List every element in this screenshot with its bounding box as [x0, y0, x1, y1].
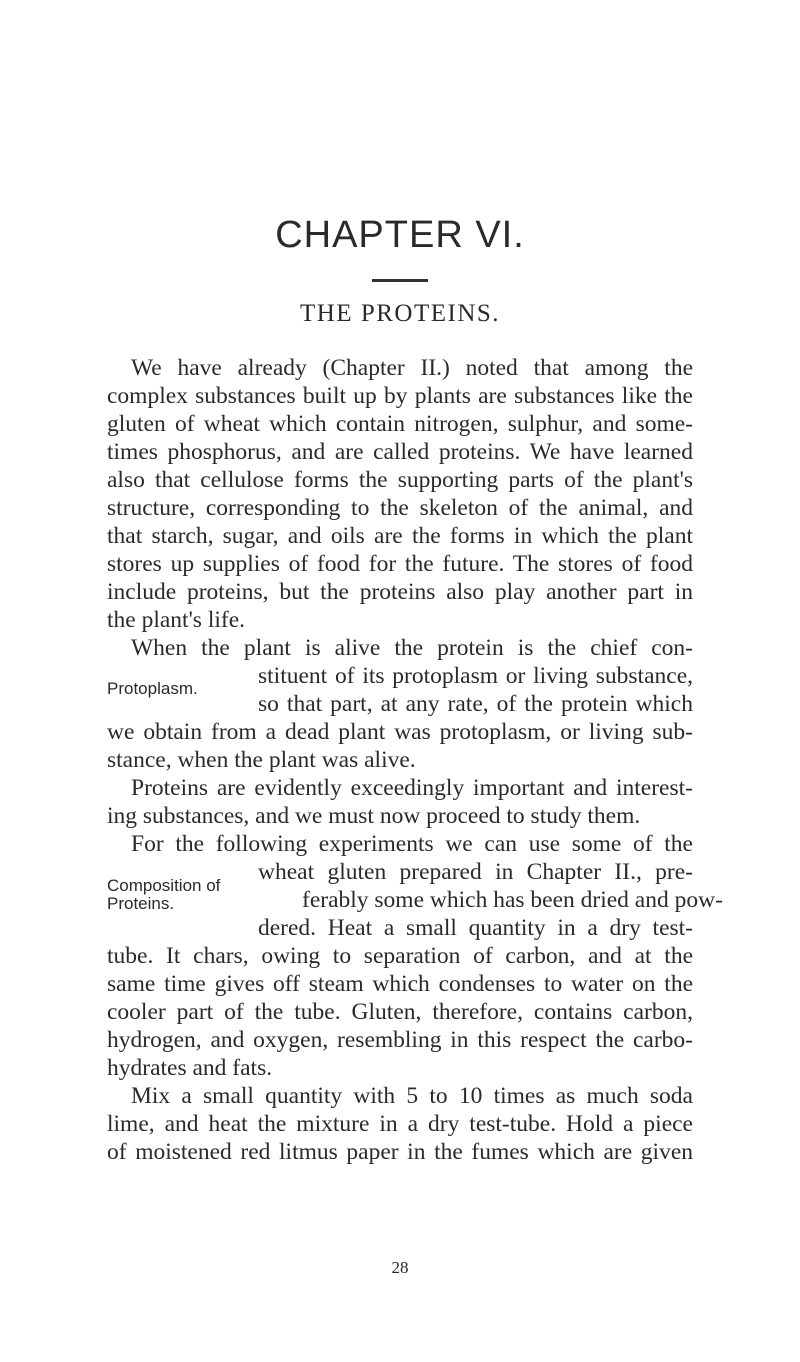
sidenote-protoplasm: Protoplasm.: [107, 679, 198, 698]
text-line: complex substances built up by plants are substances like the: [107, 383, 693, 409]
text-line: dered. Heat a small quantity in a dry test-: [258, 915, 693, 941]
text-line: that starch, sugar, and oils are the forms in which the plant: [107, 523, 693, 549]
text-line: wheat gluten prepared in Chapter II., pre-: [258, 859, 693, 885]
title-rule: [372, 279, 428, 282]
text-line: gluten of wheat which contain nitrogen, sulphur, and some-: [107, 411, 693, 437]
text-line: Mix a small quantity with 5 to 10 times as much soda: [131, 1083, 693, 1109]
text-line: stituent of its protoplasm or living substance,: [258, 663, 693, 689]
text-line: For the following experiments we can use some of the: [131, 831, 693, 857]
text-line: the plant's life.: [107, 607, 246, 633]
text-line: ferably some which has been dried and pow-: [302, 887, 723, 913]
text-line: of moistened red litmus paper in the fumes which are given: [107, 1139, 693, 1165]
text-line: structure, corresponding to the skeleton of the animal, and: [107, 495, 693, 521]
page-number: 28: [391, 1258, 409, 1277]
chapter-title: CHAPTER VI.: [275, 214, 525, 256]
sidenote-composition: Composition of: [107, 876, 221, 895]
text-line: so that part, at any rate, of the protein which: [258, 691, 693, 717]
sidenote-composition: Proteins.: [107, 894, 175, 913]
text-line: lime, and heat the mixture in a dry test-tube. Hold a piece: [107, 1111, 693, 1137]
text-line: also that cellulose forms the supporting parts of the plant's: [107, 467, 693, 493]
section-title: THE PROTEINS.: [299, 300, 501, 327]
text-line: When the plant is alive the protein is the chief con-: [131, 635, 693, 661]
text-line: include proteins, but the proteins also play another part in: [107, 579, 693, 605]
text-line: Proteins are evidently exceedingly important and interest-: [131, 775, 693, 801]
text-line: cooler part of the tube. Gluten, therefore, contains carbon,: [107, 999, 693, 1025]
text-line: stance, when the plant was alive.: [107, 747, 416, 773]
text-line: We have already (Chapter II.) noted that among the: [131, 355, 693, 381]
text-line: hydrates and fats.: [107, 1055, 273, 1081]
text-line: times phosphorus, and are called proteins. We have learned: [107, 439, 693, 465]
text-line: tube. It chars, owing to separation of carbon, and at the: [107, 943, 693, 969]
text-line: ing substances, and we must now proceed to study them.: [107, 803, 641, 829]
text-line: hydrogen, and oxygen, resembling in this respect the carbo-: [107, 1027, 693, 1053]
text-line: stores up supplies of food for the future. The stores of food: [107, 551, 693, 577]
text-line: same time gives off steam which condenses to water on the: [107, 971, 693, 997]
text-line: we obtain from a dead plant was protoplasm, or living sub-: [107, 719, 693, 745]
